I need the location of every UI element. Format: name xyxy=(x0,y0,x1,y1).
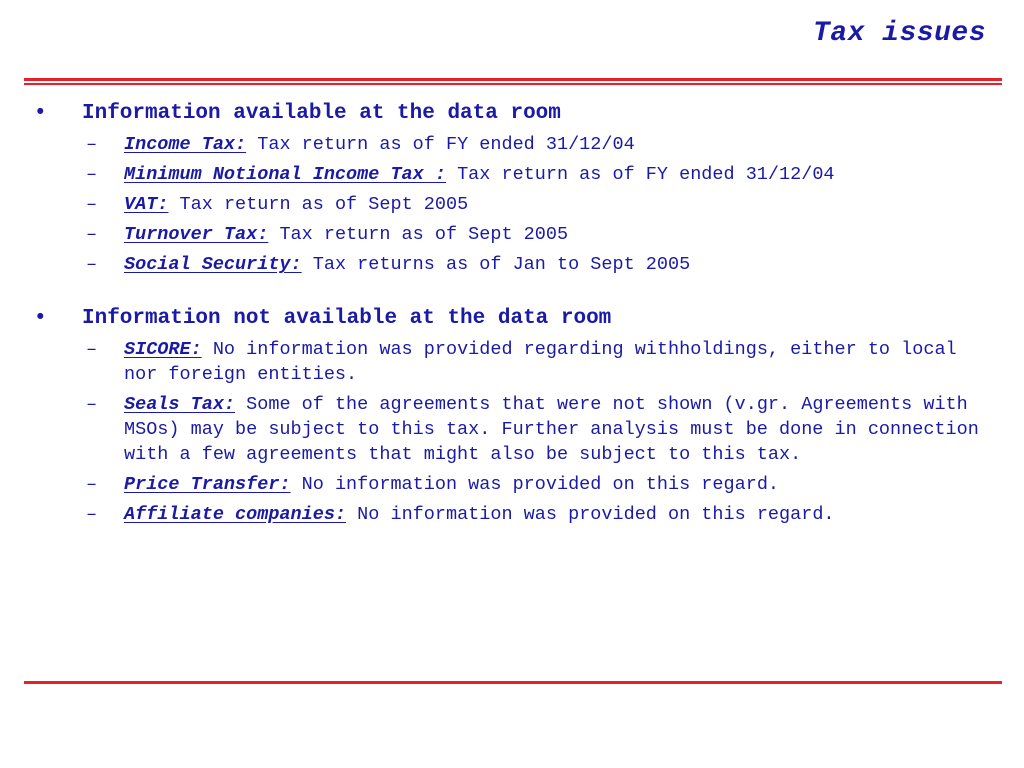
item-text: No information was provided on this regard. xyxy=(357,504,835,525)
item-text: Tax return as of Sept 2005 xyxy=(179,194,469,215)
item-list xyxy=(30,132,990,277)
item-list xyxy=(30,337,990,527)
top-divider-line-2 xyxy=(24,83,1002,85)
item-text: Tax return as of FY ended 31/12/04 xyxy=(457,164,835,185)
list-item xyxy=(30,502,990,527)
slide-body xyxy=(30,100,990,555)
item-text: Some of the agreements that were not shown (v.gr. Agreements with MSOs) may be subject to this tax. Further analysis must be done in connection with a few agreements that might also be subject to this tax. xyxy=(124,394,979,465)
dash-icon: – xyxy=(86,194,98,215)
item-term: Seals Tax: xyxy=(124,394,236,415)
list-item xyxy=(30,337,990,387)
section-not-available xyxy=(30,305,990,527)
list-item xyxy=(30,192,990,217)
top-divider-line-1 xyxy=(24,78,1002,81)
item-term: VAT: xyxy=(124,194,169,215)
item-text: No information was provided on this regard. xyxy=(301,474,780,495)
section-heading xyxy=(30,100,990,128)
list-item xyxy=(30,392,990,467)
list-item xyxy=(30,472,990,497)
item-term: Affiliate companies: xyxy=(124,504,347,525)
list-item xyxy=(30,132,990,157)
list-item xyxy=(30,222,990,247)
item-term: Turnover Tax: xyxy=(124,224,269,245)
bottom-divider xyxy=(24,681,1002,684)
page-title: Tax issues xyxy=(812,18,986,49)
bullet-icon: • xyxy=(34,102,47,125)
top-divider xyxy=(24,78,1002,86)
item-term: Minimum Notional Income Tax : xyxy=(124,164,446,185)
bullet-icon: • xyxy=(34,307,47,330)
item-term: Income Tax: xyxy=(124,134,247,155)
dash-icon: – xyxy=(86,134,98,155)
item-text: Tax return as of FY ended 31/12/04 xyxy=(257,134,635,155)
dash-icon: – xyxy=(86,394,98,415)
item-term: Price Transfer: xyxy=(124,474,291,495)
section-heading-text: Information available at the data room xyxy=(82,102,561,125)
list-item xyxy=(30,252,990,277)
section-heading-text: Information not available at the data room xyxy=(82,307,612,330)
dash-icon: – xyxy=(86,164,98,185)
item-term: Social Security: xyxy=(124,254,302,275)
section-available xyxy=(30,100,990,277)
dash-icon: – xyxy=(86,254,98,275)
item-text: Tax return as of Sept 2005 xyxy=(279,224,569,245)
item-text: Tax returns as of Jan to Sept 2005 xyxy=(312,254,691,275)
dash-icon: – xyxy=(86,224,98,245)
item-text: No information was provided regarding withholdings, either to local nor foreign entities. xyxy=(124,339,957,385)
item-term: SICORE: xyxy=(124,339,202,360)
dash-icon: – xyxy=(86,474,98,495)
dash-icon: – xyxy=(86,339,98,360)
section-heading xyxy=(30,305,990,333)
list-item xyxy=(30,162,990,187)
dash-icon: – xyxy=(86,504,98,525)
